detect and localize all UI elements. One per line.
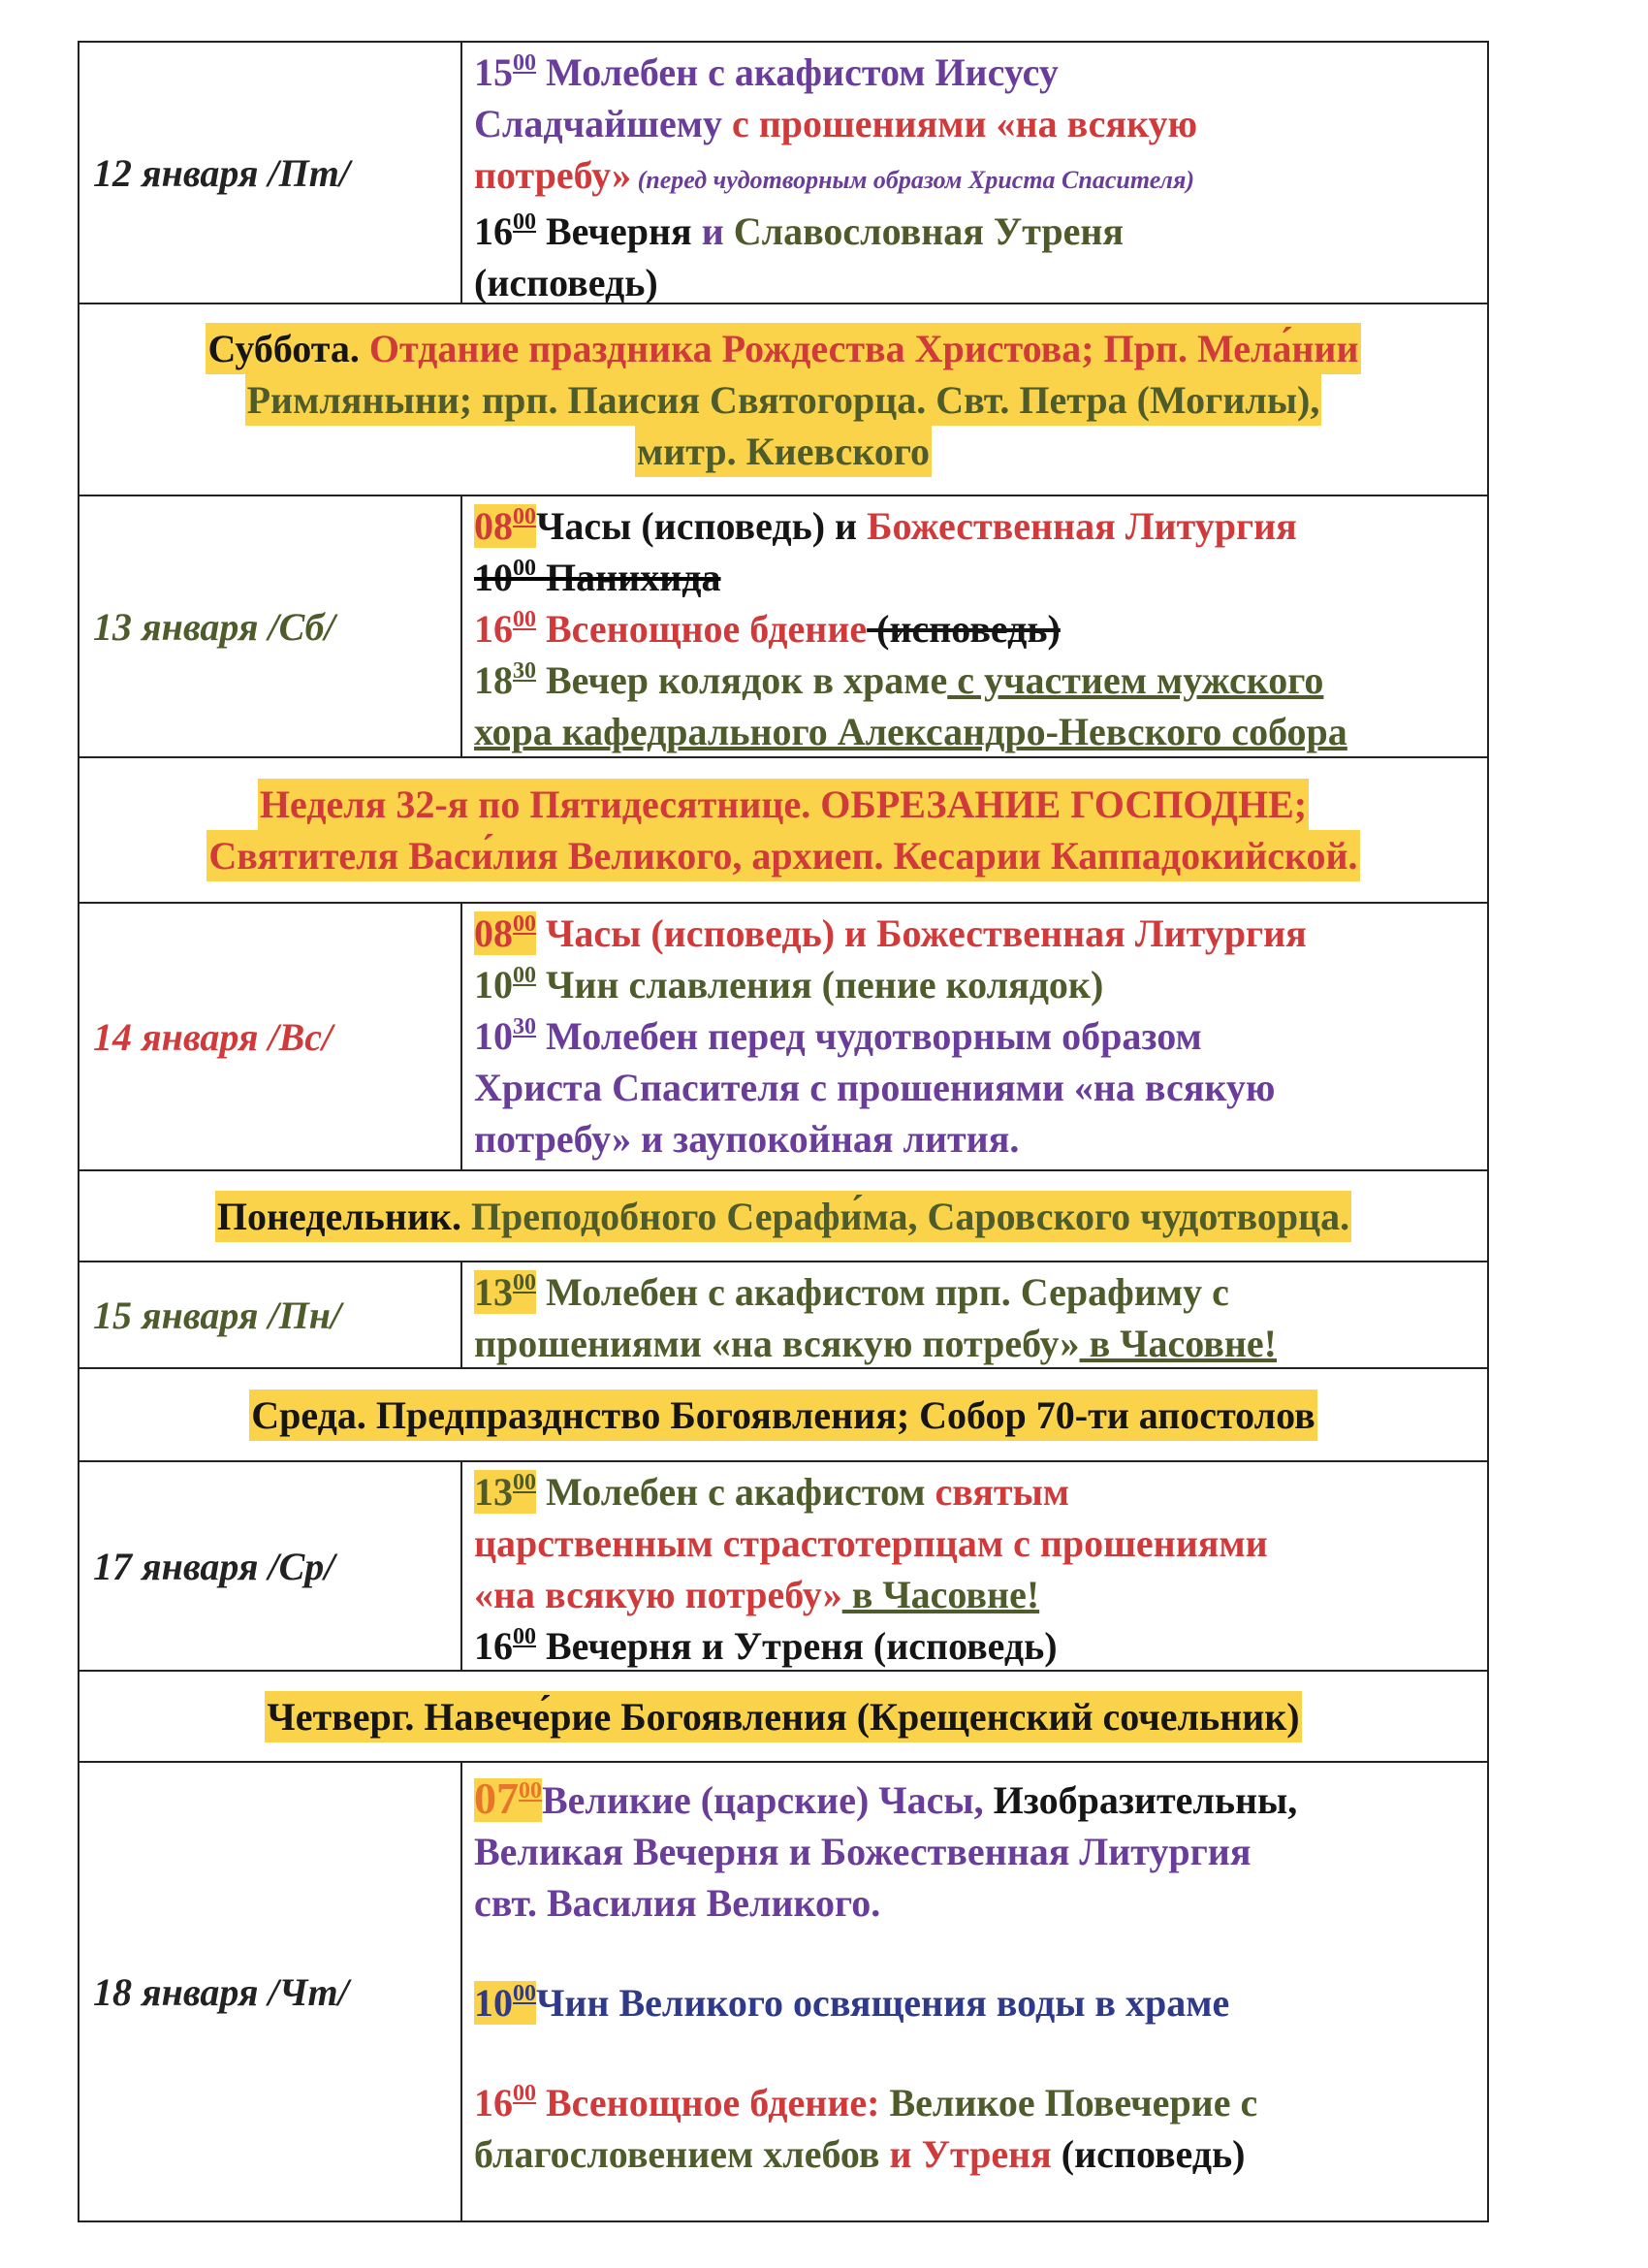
- service-line: [474, 1010, 1477, 1062]
- service-line: [474, 500, 1477, 552]
- feast-text: Преподобного Серафи́ма, Саровского чудотворца.: [460, 1194, 1350, 1238]
- service-text: свт. Василия Великого.: [474, 1881, 881, 1925]
- feast-header-row: [79, 758, 1487, 904]
- service-line: [474, 908, 1477, 959]
- time-minutes: 30: [513, 1014, 536, 1039]
- feast-header-row: [79, 1369, 1487, 1462]
- service-text: и: [691, 209, 724, 253]
- service-text: Божественная Литургия: [857, 504, 1297, 548]
- time-hour: 10: [474, 556, 513, 599]
- service-line: [474, 1113, 1477, 1165]
- time-hour: 08: [474, 504, 513, 548]
- service-text: Сладчайшему: [474, 102, 722, 145]
- service-line: [474, 552, 1477, 603]
- time-hour: 16: [474, 2081, 513, 2124]
- time-minutes: 00: [519, 1778, 542, 1804]
- service-text: и: [879, 2132, 912, 2176]
- table-row: [79, 496, 1487, 758]
- service-text: Великие (царские) Часы,: [542, 1778, 984, 1822]
- feast-line: [245, 374, 1322, 426]
- time-minutes: 00: [513, 504, 536, 529]
- service-cell: [462, 904, 1487, 1169]
- time-hour: 18: [474, 658, 513, 702]
- date-cell: [79, 496, 462, 756]
- service-text: Великая Вечерня и Божественная Литургия: [474, 1830, 1252, 1873]
- feast-line: [258, 779, 1309, 830]
- date-label: 15 января /Пн/: [93, 1293, 342, 1337]
- service-line: [474, 1062, 1477, 1113]
- service-line: [474, 959, 1477, 1010]
- time-hour: 16: [474, 607, 513, 651]
- time-minutes: 00: [513, 50, 536, 76]
- service-text: хора кафедрального Александро-Невского собора: [474, 710, 1347, 753]
- feast-text: Отдание праздника Рождества Христова; Прп. Мела́нии: [359, 326, 1359, 370]
- service-text: святым: [925, 1470, 1070, 1514]
- time-minutes: 00: [513, 607, 536, 632]
- time-minutes: 00: [513, 1470, 536, 1495]
- service-text: потребу» и заупокойная лития.: [474, 1117, 1020, 1161]
- date-label: 18 января /Чт/: [93, 1969, 349, 2014]
- service-text: благословением хлебов: [474, 2132, 880, 2176]
- service-line: [474, 1620, 1477, 1672]
- service-text: Молебен с акафистом прп. Серафиму с: [536, 1270, 1229, 1314]
- time-hour: 10: [474, 1981, 513, 2025]
- feast-text: митр. Киевского: [636, 429, 930, 473]
- time-hour: 16: [474, 1624, 513, 1668]
- service-cell: [462, 1763, 1487, 2220]
- service-line: [474, 706, 1477, 757]
- time-minutes: 00: [513, 963, 536, 988]
- feast-line: [215, 1191, 1351, 1242]
- date-cell: [79, 1763, 462, 2220]
- service-text: Великое Повечерие с: [879, 2081, 1258, 2124]
- service-text: Вечерня: [536, 209, 692, 253]
- feast-line: [206, 830, 1359, 881]
- feast-text: Неделя 32-я по Пятидесятнице. ОБРЕЗАНИЕ ГОСПОДНЕ;: [259, 783, 1308, 826]
- weekday-label: Суббота.: [207, 326, 360, 370]
- service-cell: [462, 43, 1487, 303]
- service-line: [474, 1877, 1477, 1929]
- service-text: (исповедь): [474, 261, 658, 304]
- feast-line: [249, 1390, 1316, 1441]
- service-text: Молебен с акафистом: [536, 1470, 926, 1514]
- service-line: [474, 1773, 1477, 1826]
- date-cell: [79, 43, 462, 303]
- time-minutes: 00: [513, 1981, 536, 2006]
- date-label: 17 января /Ср/: [93, 1544, 335, 1588]
- time-minutes: 00: [513, 556, 536, 581]
- service-line: [474, 2077, 1477, 2128]
- service-text: Утреня: [911, 2132, 1052, 2176]
- service-cell: [462, 1262, 1487, 1367]
- date-cell: [79, 904, 462, 1169]
- service-text: Часы (исповедь) и Божественная Литургия: [536, 911, 1307, 955]
- time-minutes: 30: [513, 658, 536, 684]
- service-line: [474, 655, 1477, 706]
- feast-header-row: [79, 1171, 1487, 1262]
- table-row: [79, 1262, 1487, 1369]
- time-hour: 07: [474, 1773, 519, 1823]
- schedule-table: [78, 41, 1489, 2222]
- service-text: Часы (исповедь) и: [536, 504, 858, 548]
- service-line: [474, 1466, 1477, 1517]
- service-text: Чин славления (пение колядок): [536, 963, 1104, 1006]
- feast-line: [265, 1691, 1301, 1742]
- service-text: Панихида: [536, 556, 721, 599]
- time-hour: 16: [474, 209, 513, 253]
- service-text: в Часовне!: [841, 1573, 1040, 1616]
- feast-header-row: [79, 1672, 1487, 1763]
- feast-header: [79, 758, 1487, 902]
- time-hour: 15: [474, 50, 513, 94]
- service-line: [474, 1318, 1477, 1369]
- weekday-label: Среда. Предпразднство Богоявления; Собор 70-ти апостолов: [251, 1392, 1315, 1437]
- service-line: [474, 2128, 1477, 2180]
- service-line: [474, 1826, 1477, 1877]
- time-minutes: 00: [513, 1270, 536, 1295]
- service-text: Вечерня и Утреня (исповедь): [536, 1624, 1058, 1668]
- service-line: [474, 47, 1477, 98]
- time-minutes: 00: [513, 2081, 536, 2106]
- feast-header-row: [79, 304, 1487, 496]
- service-line: [474, 149, 1477, 206]
- service-text: Христа Спасителя с прошениями «на всякую: [474, 1066, 1276, 1109]
- table-row: [79, 1763, 1487, 2220]
- service-line: [474, 98, 1477, 149]
- service-text: прошениями «на всякую потребу»: [474, 1322, 1080, 1365]
- service-text: с прошениями «на всякую: [721, 102, 1198, 145]
- service-text: Всенощное бдение:: [536, 2081, 880, 2124]
- table-row: [79, 1462, 1487, 1672]
- weekday-label: Четверг. Навече́рие Богоявления (Крещенский сочельник): [267, 1694, 1300, 1739]
- service-text: Вечер колядок в храме: [536, 658, 948, 702]
- time-minutes: 00: [513, 1624, 536, 1649]
- service-text: Молебен с акафистом Иисусу: [536, 50, 1059, 94]
- feast-text: Римляныни; прп. Паисия Святогорца. Свт. Петра (Могилы),: [246, 377, 1320, 422]
- time-hour: 08: [474, 911, 513, 955]
- service-line: [474, 1517, 1477, 1569]
- feast-line: [635, 426, 932, 477]
- service-text: «на всякую потребу»: [474, 1573, 842, 1616]
- feast-header: [79, 304, 1487, 495]
- service-text: Чин Великого освящения воды в храме: [536, 1981, 1230, 2025]
- service-text: царственным страстотерпцам с прошениями: [474, 1521, 1268, 1565]
- service-text: Изобразительны,: [983, 1778, 1298, 1822]
- table-row: [79, 43, 1487, 304]
- feast-header: [79, 1171, 1487, 1261]
- feast-text: Святителя Васи́лия Великого, архиеп. Кесарии Каппадокийской.: [208, 834, 1358, 878]
- service-cell: [462, 1462, 1487, 1670]
- time-minutes: 00: [513, 911, 536, 937]
- service-text: Славословная Утреня: [723, 209, 1125, 253]
- service-text: в Часовне!: [1079, 1322, 1277, 1365]
- time-minutes: 00: [513, 209, 536, 235]
- feast-header: [79, 1672, 1487, 1761]
- table-row: [79, 904, 1487, 1171]
- service-text: потребу»: [474, 153, 632, 197]
- feast-line: [206, 323, 1360, 374]
- feast-header: [79, 1369, 1487, 1460]
- service-line: [474, 603, 1477, 655]
- time-hour: 10: [474, 963, 513, 1006]
- service-text: (исповедь): [1051, 2132, 1246, 2176]
- date-label: 14 января /Вс/: [93, 1014, 333, 1059]
- date-label: 12 января /Пт/: [93, 150, 350, 195]
- service-line: [474, 257, 1477, 308]
- date-label: 13 января /Сб/: [93, 604, 335, 649]
- time-hour: 10: [474, 1014, 513, 1058]
- service-note: (перед чудотворным образом Христа Спасителя): [631, 166, 1195, 194]
- time-hour: 13: [474, 1270, 513, 1314]
- service-line: [474, 1977, 1477, 2028]
- weekday-label: Понедельник.: [216, 1194, 461, 1238]
- service-cell: [462, 496, 1487, 756]
- service-text: (исповедь): [867, 607, 1061, 651]
- date-cell: [79, 1462, 462, 1670]
- service-text: Всенощное бдение: [536, 607, 868, 651]
- service-text: Молебен перед чудотворным образом: [536, 1014, 1202, 1058]
- service-line: [474, 1266, 1477, 1318]
- time-hour: 13: [474, 1470, 513, 1514]
- service-line: [474, 206, 1477, 257]
- service-line: [474, 1569, 1477, 1620]
- date-cell: [79, 1262, 462, 1367]
- service-text: с участием мужского: [947, 658, 1324, 702]
